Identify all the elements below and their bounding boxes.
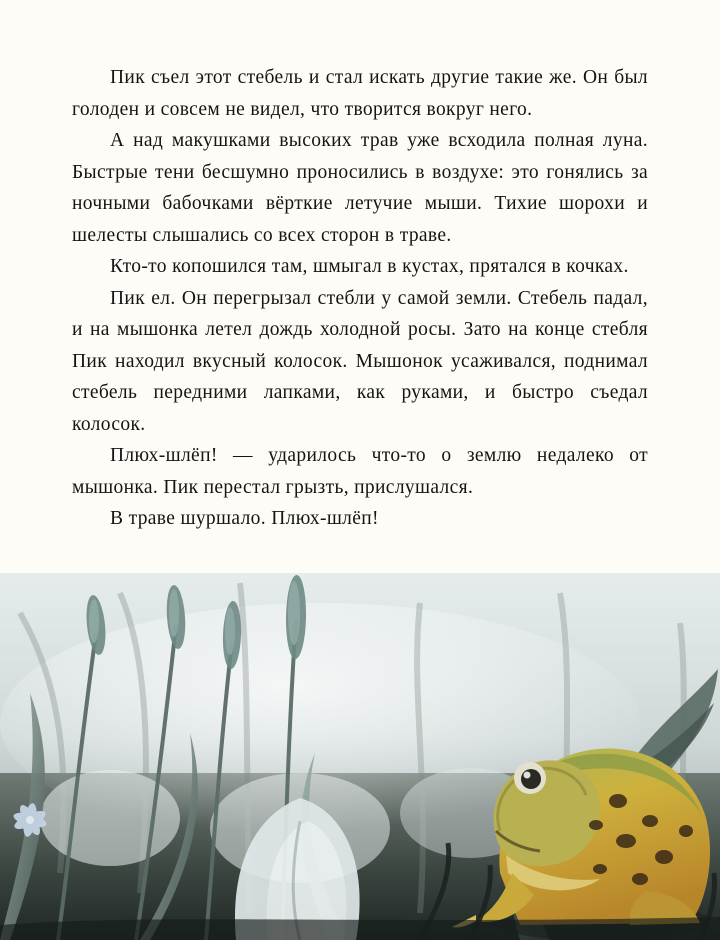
frog-illustration (0, 573, 720, 940)
page-text (72, 62, 648, 535)
paragraph: В траве шуршало. Плюх-шлёп! (110, 508, 379, 529)
paragraph: Пик съел этот стебель и стал искать другие такие же. Он был голоден и совсем не видел, что творится вокруг него. (72, 67, 648, 120)
paragraph: Плюх-шлёп! — ударилось что-то о землю недалеко от мышонка. Пик перестал грызть, прислушался. (72, 445, 648, 498)
paragraph: Кто-то копошился там, шмыгал в кустах, прятался в кочках. (110, 256, 629, 277)
frog-illustration-artwork (0, 573, 720, 940)
paragraph: А над макушками высоких трав уже всходила полная луна. Быстрые тени бесшумно проносились в воздухе: это гонялись за ночными бабочками вёрткие летучие мыши. Тихие шорохи и шелесты слышались со всех сторон в траве. (72, 130, 648, 246)
paragraph: Пик ел. Он перегрызал стебли у самой земли. Стебель падал, и на мышонка летел дождь холодной росы. Зато на конце стебля Пик находил вкусный колосок. Мышонок усаживался, поднимал стебель передними лапками, как руками, и быстро съедал колосок. (72, 287, 648, 435)
